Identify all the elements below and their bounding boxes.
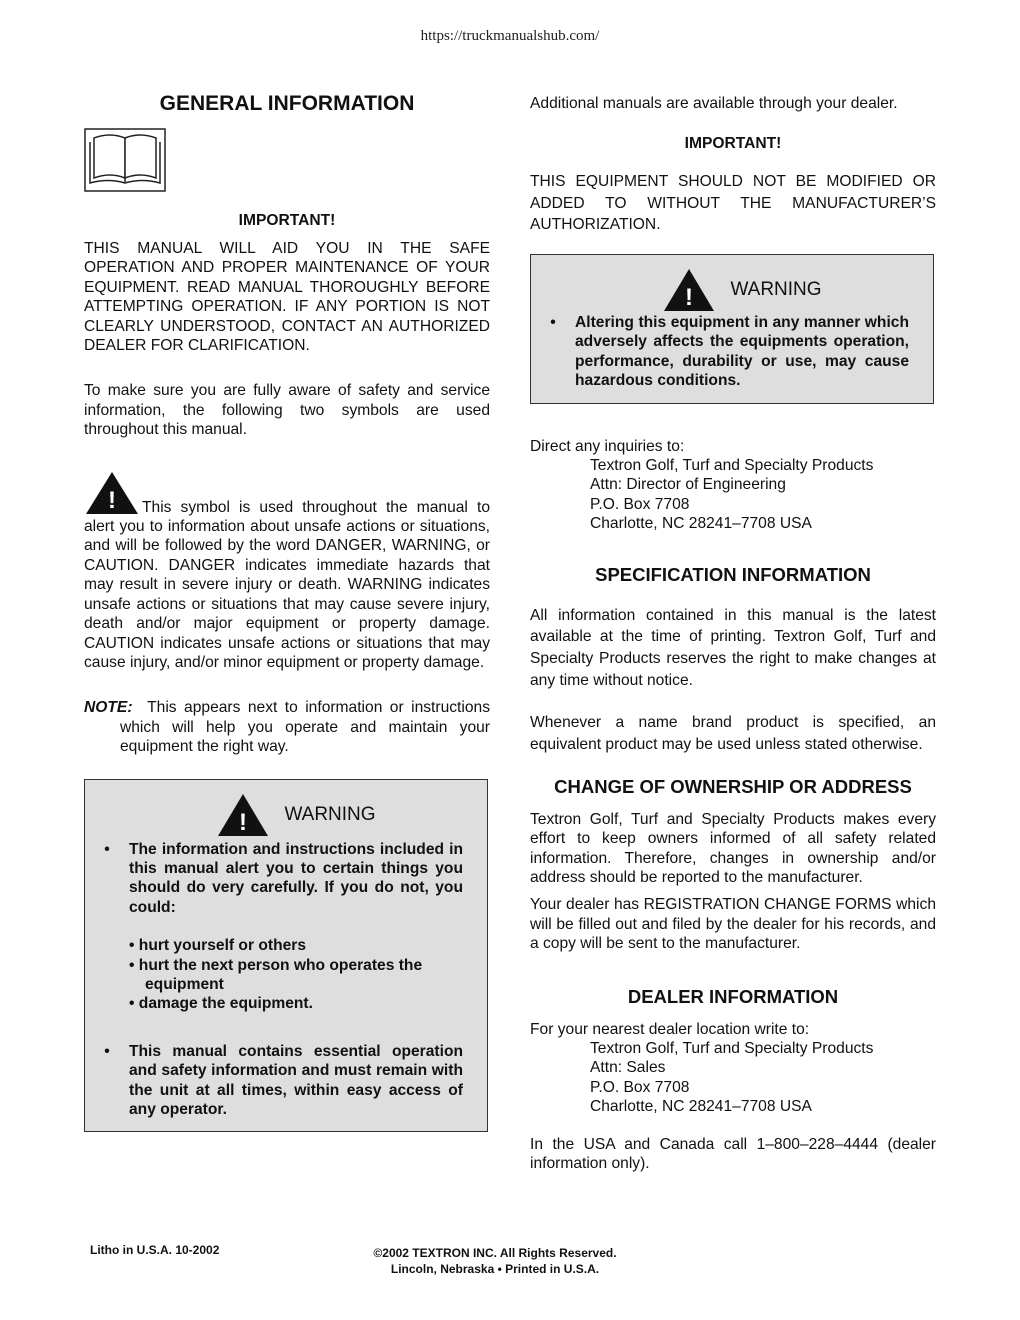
right-column: [530, 94, 936, 1173]
change-of-ownership-title: CHANGE OF OWNERSHIP OR ADDRESS: [554, 775, 912, 797]
address-line: Textron Golf, Turf and Specialty Products: [590, 456, 874, 474]
copyright-line: ©2002 TEXTRON INC. All Rights Reserved.: [373, 1246, 617, 1260]
source-url[interactable]: https://truckmanualshub.com/: [420, 28, 600, 44]
warning-triangle-icon: [216, 792, 270, 838]
warning-subitem: • damage the equipment.: [129, 995, 313, 1013]
svg-text:!: !: [108, 486, 116, 514]
dealer-address: [530, 1039, 936, 1117]
warning-triangle-icon: [662, 267, 716, 313]
inquiries-address: [530, 456, 936, 534]
specification-paragraph: All information contained in this manual is the latest available at the time of printing. Textron Golf, Turf and Specialty Products reserves the right to make changes at any time without notice.: [530, 606, 936, 689]
dealer-call-text: In the USA and Canada call 1–800–228–4444 (dealer information only).: [530, 1135, 936, 1173]
warning-bullet: [85, 840, 463, 918]
warning-bullet-text: Altering this equipment in any manner which adversely affects the equipments operation, performance, durability or use, may cause hazardous conditions.: [575, 313, 909, 390]
address-line: Attn: Sales: [590, 1059, 666, 1077]
important-text: THIS MANUAL WILL AID YOU IN THE SAFE OPERATION AND PROPER MAINTENANCE OF YOUR EQUIPMENT. READ MANUAL THOROUGHLY BEFORE ATTEMPTING OPERATION. IF ANY PORTION IS NOT CLEARLY UNDERSTOOD, CONTACT AN AUTHORIZED DEALER FOR CLARIFICATION.: [84, 240, 490, 355]
bullet-dot: •: [550, 313, 556, 331]
printed-line: Lincoln, Nebraska • Printed in U.S.A.: [390, 1261, 600, 1276]
left-column: [84, 88, 490, 1132]
warning-label: WARNING: [730, 278, 822, 300]
important-text: THIS EQUIPMENT SHOULD NOT BE MODIFIED OR ADDED TO WITHOUT THE MANUFACTURER’S AUTHORIZATION.: [530, 173, 936, 234]
note-label: NOTE:: [84, 699, 133, 717]
change-paragraph: Your dealer has REGISTRATION CHANGE FORMS which will be filled out and filed by the dealer for his records, and a copy will be sent to the manufacturer.: [530, 896, 936, 953]
warning-bullet-text: This manual contains essential operation and safety information and must remain with the unit at all times, within easy access of any operator.: [129, 1042, 463, 1118]
warning-subitem-continued: equipment: [145, 975, 224, 993]
specification-title: SPECIFICATION INFORMATION: [595, 563, 871, 585]
address-line: Charlotte, NC 28241–7708 USA: [590, 1098, 812, 1116]
dealer-information-title: DEALER INFORMATION: [627, 985, 839, 1007]
copyright-block: [300, 1246, 690, 1277]
note-paragraph: [84, 698, 490, 756]
note-text: This appears next to information or instructions which will help you operate and maintain your equipment the right way.: [120, 699, 490, 756]
change-paragraph: Textron Golf, Turf and Specialty Products makes every effort to keep owners informed of all safety related information. Therefore, changes in ownership and/or address should be reported to the manufacturer.: [530, 810, 936, 886]
additional-manuals-text: Additional manuals are available through your dealer.: [530, 95, 898, 112]
warning-box: [530, 254, 934, 404]
warning-header: [129, 792, 463, 838]
warning-header: [575, 267, 909, 313]
warning-bullet: [85, 1042, 463, 1120]
svg-text:!: !: [685, 283, 694, 311]
warning-box: [84, 779, 488, 1133]
address-line: Charlotte, NC 28241–7708 USA: [590, 515, 812, 533]
important-heading: IMPORTANT!: [684, 135, 782, 153]
address-line: Textron Golf, Turf and Specialty Products: [590, 1040, 874, 1058]
safety-symbol-text: This symbol is used throughout the manual to alert you to information about unsafe actions or situations, and will be followed by the word DANGER, WARNING, or CAUTION. DANGER indicates immediate hazards that may result in severe injury or death. WARNING indicates unsafe actions or situations that may cause severe injury, death and/or major equipment or property damage. CAUTION indicates unsafe actions or situations that may cause injury, and/or minor equipment or property damage.: [84, 498, 490, 671]
address-line: P.O. Box 7708: [590, 1078, 690, 1096]
warning-label: WARNING: [284, 803, 376, 825]
warning-subitem: • hurt yourself or others: [129, 937, 307, 955]
address-line: Attn: Director of Engineering: [590, 476, 786, 494]
warning-subitem: • hurt the next person who operates the: [129, 956, 423, 974]
litho-note: Litho in U.S.A. 10-2002: [90, 1243, 220, 1257]
address-line: P.O. Box 7708: [590, 495, 690, 513]
safety-alert-icon: [84, 470, 140, 516]
symbols-intro: To make sure you are fully aware of safety and service information, the following two symbols are used throughout this manual.: [84, 382, 490, 439]
warning-bullet-text: The information and instructions included in this manual alert you to certain things you should do very carefully. If you do not, you could:: [129, 840, 463, 916]
inquiries-intro: Direct any inquiries to:: [530, 437, 685, 455]
warning-bullet: [531, 313, 909, 391]
safety-symbol-paragraph: [84, 470, 490, 673]
svg-text:!: !: [239, 808, 248, 836]
dealer-intro: For your nearest dealer location write to:: [530, 1020, 810, 1038]
general-information-title: GENERAL INFORMATION: [159, 92, 415, 115]
bullet-dot: •: [104, 1042, 110, 1060]
specification-paragraph: Whenever a name brand product is specified, an equivalent product may be used unless stated otherwise.: [530, 714, 936, 754]
bullet-dot: •: [104, 840, 110, 858]
important-heading: IMPORTANT!: [238, 212, 336, 229]
open-book-icon: [84, 128, 166, 192]
